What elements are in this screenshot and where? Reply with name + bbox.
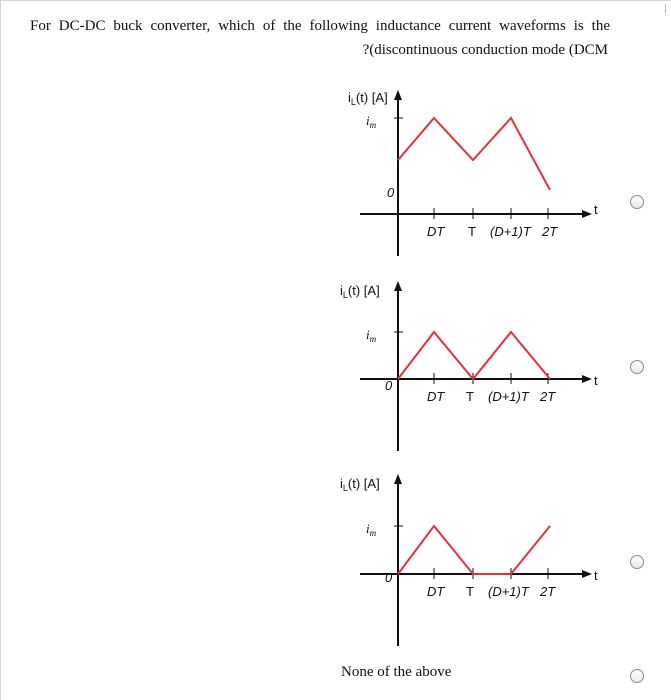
x-axis-label: t (594, 568, 598, 583)
option-c-waveform-plot (330, 470, 630, 650)
option-d-radio[interactable] (630, 669, 644, 683)
tick-label-2t: 2T (542, 224, 558, 239)
origin-label: 0 (385, 378, 393, 393)
x-axis-arrow-icon (582, 375, 592, 383)
option-b-radio[interactable] (630, 360, 644, 374)
tick-label-2t: 2T (540, 389, 556, 404)
inductor-current-waveform (398, 118, 550, 190)
question-text-line-2: ?(discontinuous conduction mode (DCM (362, 42, 608, 58)
y-axis-label: $i_L(t)$ [A] (340, 283, 380, 300)
peak-current-label: $i_m$ (366, 113, 377, 130)
frame-left-border (0, 0, 1, 700)
tick-label-d1t: (D+1)T (490, 224, 531, 239)
option-a-waveform-plot (330, 80, 630, 260)
tick-label-t: T (466, 584, 474, 599)
origin-label: 0 (385, 570, 393, 585)
y-axis-arrow-icon (394, 474, 402, 484)
option-c-radio[interactable] (630, 555, 644, 569)
tick-label-2t: 2T (540, 584, 556, 599)
tick-label-dt: DT (427, 224, 445, 239)
tick-label-dt: DT (427, 389, 445, 404)
inductor-current-waveform (398, 526, 550, 574)
option-c-svg (330, 470, 630, 650)
option-d-label: None of the above (341, 664, 452, 680)
question-text-line-1: For DC-DC buck converter, which of the following inductance current waveforms is the (30, 18, 610, 34)
tick-label-d1t: (D+1)T (488, 584, 529, 599)
x-axis-arrow-icon (582, 570, 592, 578)
y-axis-label: $i_L(t)$ [A] (348, 90, 388, 107)
option-a-svg (330, 80, 630, 260)
option-b-svg (330, 275, 630, 455)
peak-current-label: $i_m$ (366, 327, 377, 344)
x-axis-label: t (594, 373, 598, 388)
inductor-current-waveform (398, 332, 550, 379)
tick-label-t: T (468, 224, 476, 239)
peak-current-label: $i_m$ (366, 521, 377, 538)
frame-top-border (0, 0, 671, 1)
tick-label-t: T (466, 389, 474, 404)
x-axis-label: t (594, 202, 598, 217)
y-axis-arrow-icon (394, 281, 402, 291)
option-b-waveform-plot (330, 275, 630, 455)
tick-label-dt: DT (427, 584, 445, 599)
x-axis-arrow-icon (582, 210, 592, 218)
tick-label-d1t: (D+1)T (488, 389, 529, 404)
y-axis-label: $i_L(t)$ [A] (340, 476, 380, 493)
option-a-radio[interactable] (630, 195, 644, 209)
origin-label: 0 (387, 185, 395, 200)
scroll-edge-mark (665, 4, 666, 14)
y-axis-arrow-icon (394, 90, 402, 100)
